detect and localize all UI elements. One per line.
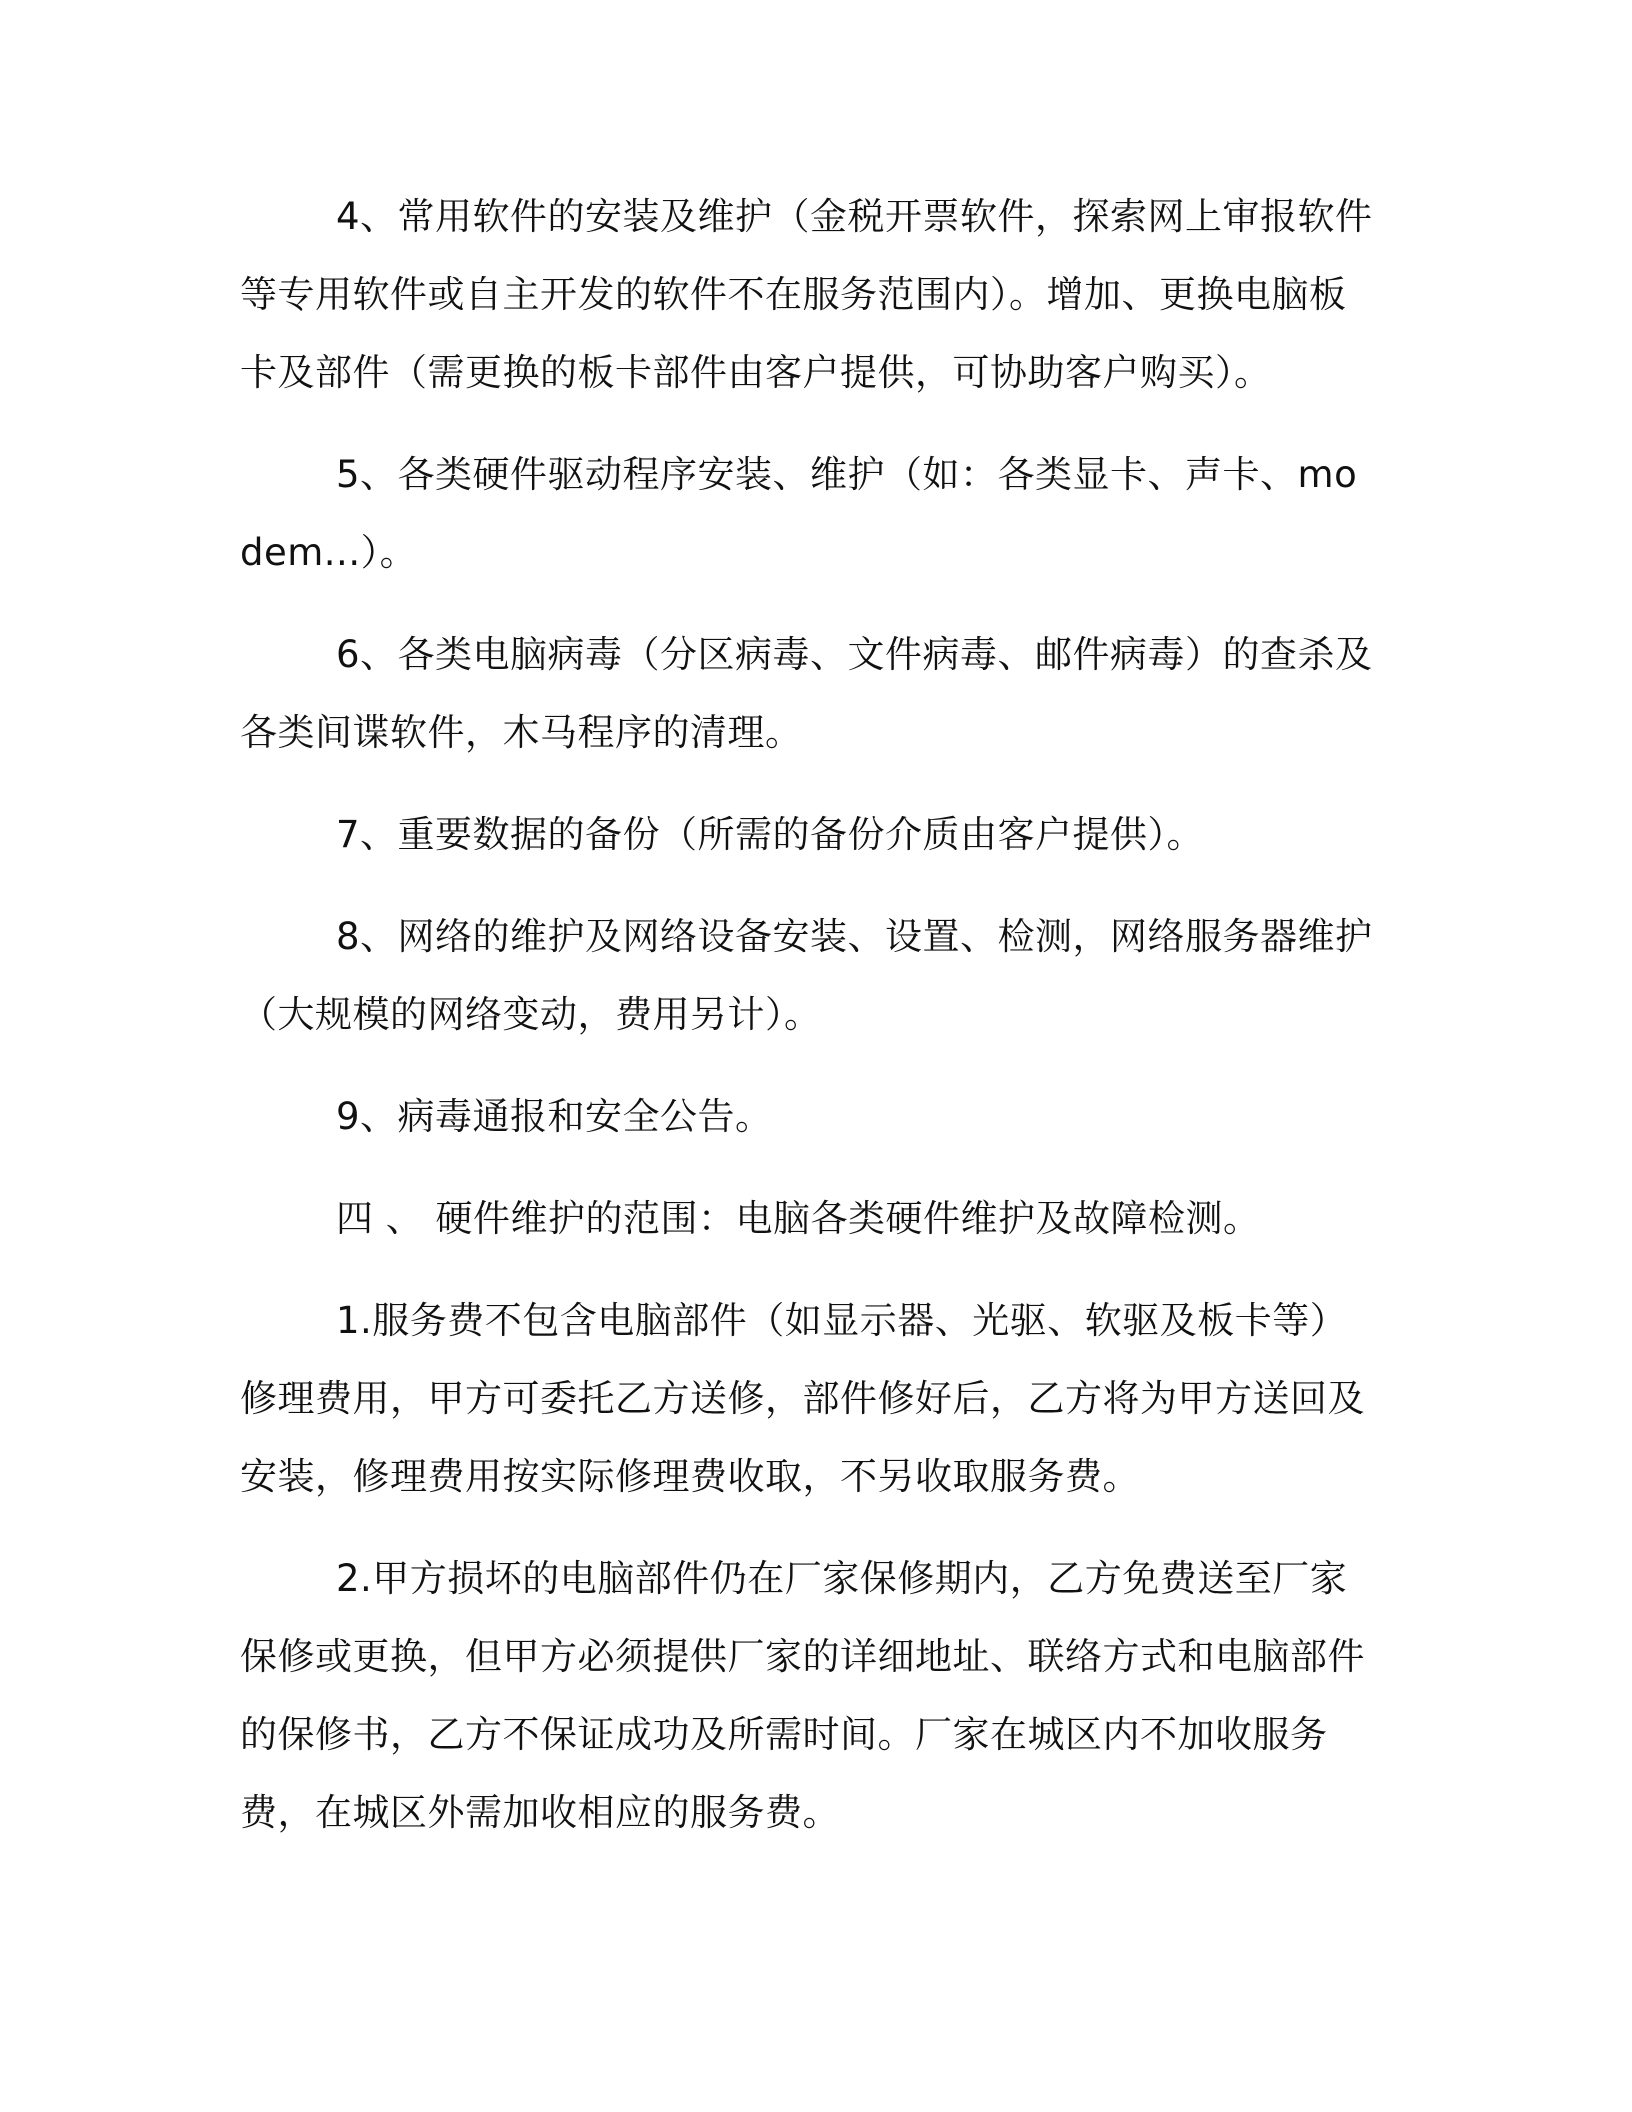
paragraph-hardware-1: 1.服务费不包含电脑部件（如显示器、光驱、软驱及板卡等）修理费用，甲方可委托乙方送修，部件修好后，乙方将为甲方送回及安装，修理费用按实际修理费收取，不另收取服务费。	[240, 1299, 1365, 1498]
section-heading-hardware: 四 、 硬件维护的范围：电脑各类硬件维护及故障检测。	[336, 1197, 1261, 1240]
paragraph-item-8: 8、网络的维护及网络设备安装、设置、检测，网络服务器维护（大规模的网络变动，费用另计）。	[240, 915, 1373, 1036]
paragraph-item-7: 7、重要数据的备份（所需的备份介质由客户提供）。	[336, 813, 1205, 856]
paragraph-item-9: 9、病毒通报和安全公告。	[336, 1095, 773, 1138]
paragraph-item-4: 4、常用软件的安装及维护（金税开票软件，探索网上审报软件等专用软件或自主开发的软件不在服务范围内）。增加、更换电脑板卡及部件（需更换的板卡部件由客户提供，可协助客户购买）。	[240, 195, 1373, 394]
paragraph-item-6: 6、各类电脑病毒（分区病毒、文件病毒、邮件病毒）的查杀及各类间谍软件，木马程序的清理。	[240, 633, 1373, 754]
paragraph-hardware-2: 2.甲方损坏的电脑部件仍在厂家保修期内，乙方免费送至厂家保修或更换，但甲方必须提供厂家的详细地址、联络方式和电脑部件的保修书，乙方不保证成功及所需时间。厂家在城区内不加收服务费，在城区外需加收相应的服务费。	[240, 1557, 1365, 1834]
document-body	[240, 178, 1380, 1876]
paragraph-item-5: 5、各类硬件驱动程序安装、维护（如：各类显卡、声卡、modem...）。	[240, 453, 1358, 574]
